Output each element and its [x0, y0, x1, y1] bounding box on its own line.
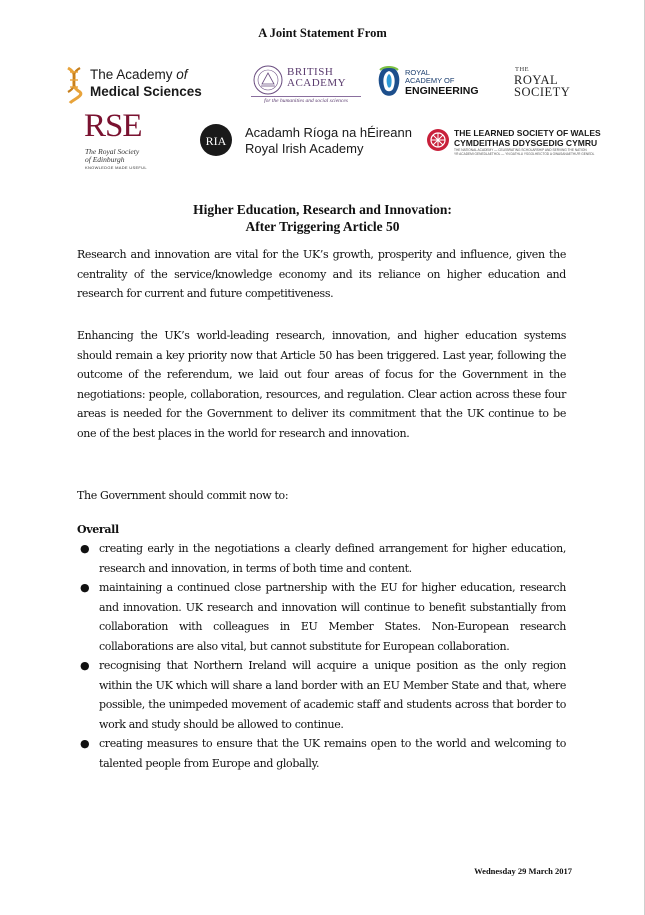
bullet-text: recognising that Northern Ireland will acquire a unique position as the only region within the UK which will share a land border with an EU Member State and that, where possible, the unimpeded movement of academic staff and students across that border to work and study should be allowed to continue. [99, 659, 566, 731]
list-item [77, 578, 566, 656]
bullet-icon: ● [80, 542, 90, 555]
paragraph-3: The Government should commit now to: [77, 489, 289, 502]
learned-society-wales-logo [426, 126, 612, 160]
lsw-emblem-icon [426, 128, 450, 152]
bullet-list [77, 539, 566, 773]
rse-mark: RSE [84, 108, 142, 144]
list-item [77, 539, 566, 578]
lsw-line2: CYMDEITHAS DDYSGEDIG CYMRU [454, 138, 598, 148]
bullet-icon: ● [80, 737, 90, 750]
subheading-overall: Overall [77, 523, 119, 536]
rse-sub1: The Royal Society [85, 147, 140, 156]
bullet-icon: ● [80, 581, 90, 594]
joint-statement-title: A Joint Statement From [258, 26, 387, 40]
dna-helix-icon [64, 66, 86, 104]
royal-academy-engineering-logo [376, 64, 486, 104]
ba-line2: ACADEMY [287, 77, 347, 89]
heading-line1: Higher Education, Research and Innovation: [193, 202, 452, 217]
list-item [77, 734, 566, 773]
academy-medical-sciences-logo [64, 66, 224, 104]
ba-line1: BRITISH [287, 66, 334, 78]
bullet-text: creating measures to ensure that the UK remains open to the world and welcoming to talented people from Europe and globally. [99, 737, 566, 770]
bullet-icon: ● [80, 659, 90, 672]
ams-of: of [176, 67, 188, 82]
british-academy-logo [251, 64, 361, 108]
rse-tagline: KNOWLEDGE MADE USEFUL [85, 165, 147, 170]
paragraph-1: Research and innovation are vital for the UK’s growth, prosperity and influence, given the centrality of the service/knowledge economy and its reliance on higher education and research for current and future competitiveness. [77, 248, 566, 300]
royal-society-edinburgh-logo [84, 108, 154, 172]
royal-irish-academy-logo [199, 123, 419, 157]
lsw-line1: THE LEARNED SOCIETY OF WALES [454, 128, 601, 138]
rae-line3: ENGINEERING [405, 85, 479, 97]
rs-the: THE [515, 66, 530, 73]
royal-society-logo [514, 66, 584, 100]
rae-emblem-icon [376, 64, 402, 100]
lsw-line3: THE NATIONAL ACADEMY — CELEBRATING SCHOLARSHIP AND SERVING THE NATION [454, 148, 587, 152]
document-heading [0, 201, 645, 235]
ria-line1: Acadamh Ríoga na hÉireann [245, 125, 412, 140]
ams-line1: The Academy [90, 67, 177, 82]
ba-tagline: for the humanities and social sciences [251, 96, 361, 104]
lsw-line4: YR ACADEMI GENEDLAETHOL — YN DATHLU YSGOLHEICTOD A GWASANAETHU'R GENEDL [454, 152, 595, 156]
bullet-text: creating early in the negotiations a clearly defined arrangement for higher education, research and innovation, in terms of both time and content. [99, 542, 566, 575]
rs-line1: ROYAL [514, 73, 559, 87]
paragraph-2: Enhancing the UK’s world-leading research, innovation, and higher education systems should remain a key priority now that Article 50 has been triggered. Last year, following the outcome of the referendum, we laid out four areas of focus for the Government in the negotiations: people, collaboration, resources, and regulation. Clear action across these four areas is needed for the Government to deliver its commitment that the UK continue to be one of the best places in the world for research and innovation. [77, 329, 566, 440]
rae-line2: ACADEMY OF [405, 76, 455, 85]
ria-line2: Royal Irish Academy [245, 141, 364, 156]
rs-line2: SOCIETY [514, 85, 571, 99]
document-date: Wednesday 29 March 2017 [474, 866, 572, 876]
british-academy-crest-icon [252, 64, 284, 96]
bullet-text: maintaining a continued close partnership with the EU for higher education, research and innovation. UK research and innovation will continue to benefit substantially from collaboration with colleagues in EU Member States. Non-European research collaborations are also vital, but cannot substitute for European collaboration. [99, 581, 566, 653]
ria-emblem-icon [199, 123, 233, 157]
heading-line2: After Triggering Article 50 [245, 219, 400, 234]
rse-sub2: of Edinburgh [85, 155, 125, 164]
rae-line1: ROYAL [405, 68, 430, 77]
ams-line2: Medical Sciences [90, 84, 202, 99]
list-item [77, 656, 566, 734]
svg-text:RIA: RIA [205, 134, 227, 148]
